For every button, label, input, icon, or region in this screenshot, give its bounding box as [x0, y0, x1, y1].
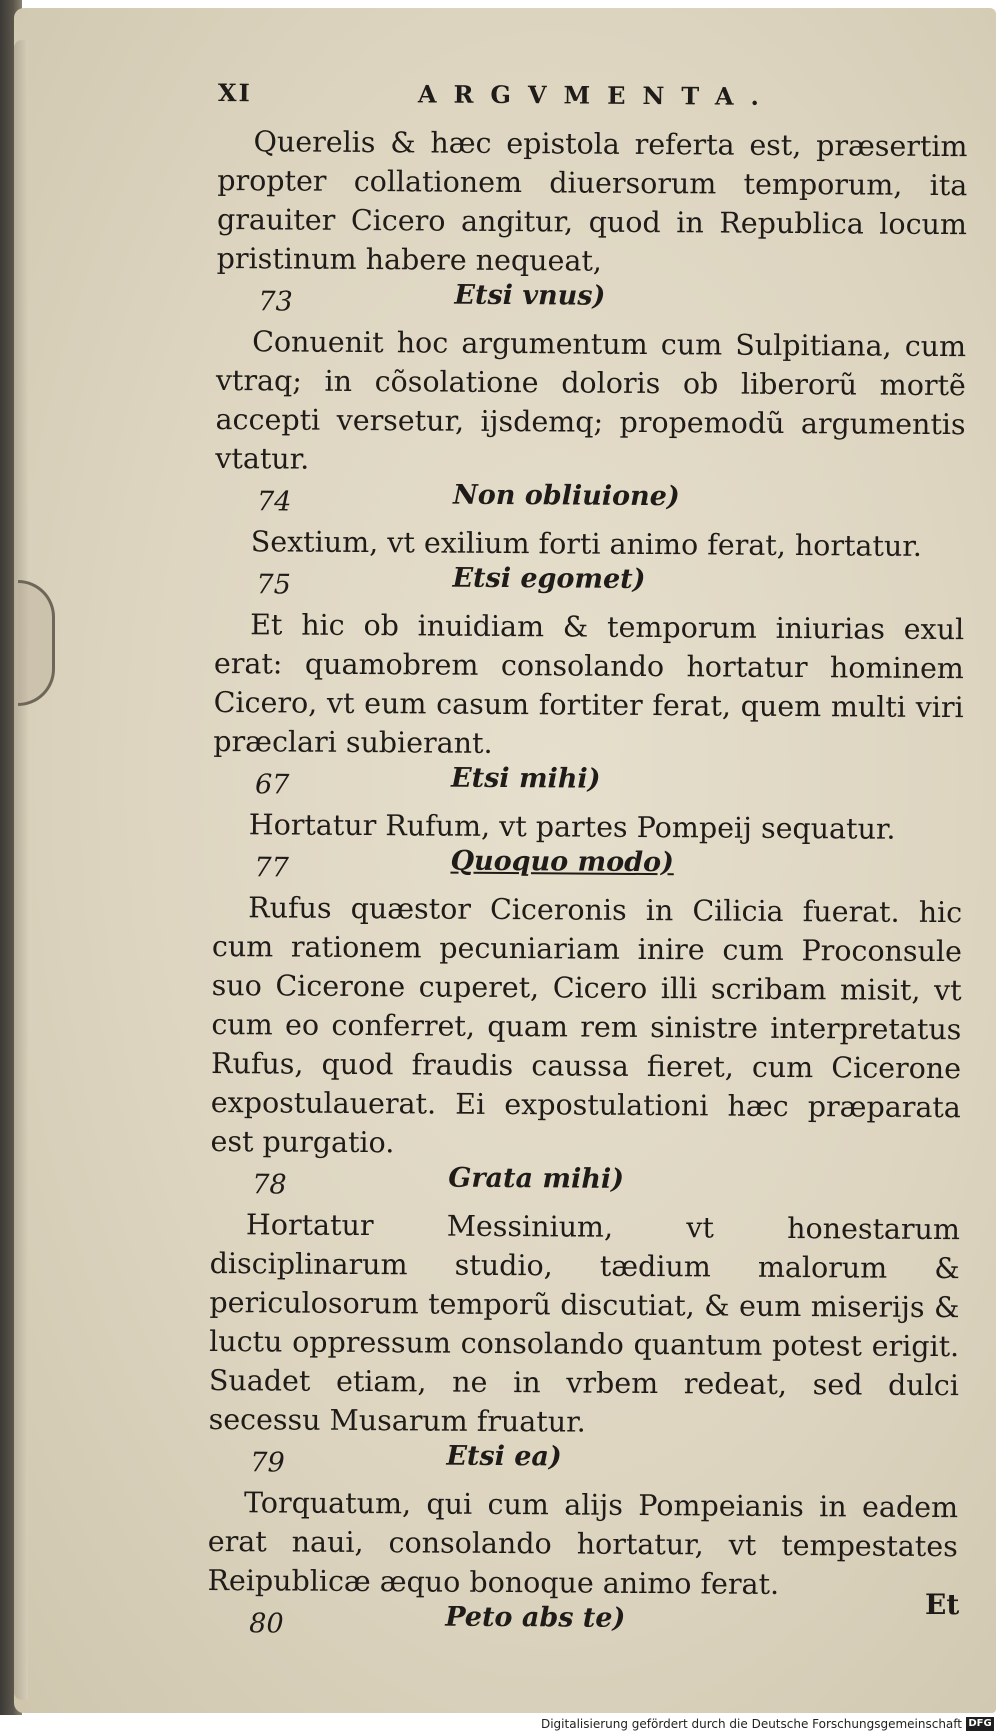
- entry-argument-79: Torquatum, qui cum alijs Pompeianis in eadem erat naui, consolando hortatur, vt tempestates Reipublicæ æquo bonoque animo ferat.: [207, 1486, 959, 1601]
- page-edge: [14, 40, 28, 1700]
- entry-heading-79: [208, 1439, 958, 1488]
- entry-argument-73: Conuenit hoc argumentum cum Sulpitiana, cum vtraq; in cõsolatione doloris ob liberorũ mortẽ accepti versetur, ijsdemq; propemodũ argumentis vtatur.: [215, 325, 967, 476]
- entry-heading-80: [207, 1600, 957, 1649]
- page-text-block: [207, 78, 968, 1649]
- letter-incipit: Etsi ea): [446, 1440, 562, 1473]
- folio-number: XI: [217, 78, 252, 108]
- entry-argument-75: Et hic ob inuidiam & temporum iniurias exul erat: quamobrem consolando hortatur hominem Cicero, vt eum casum fortiter ferat, quem multi viri præclari subierant.: [213, 608, 965, 760]
- letter-number: 73: [258, 286, 293, 318]
- letter-number: 80: [249, 1608, 284, 1640]
- entry-heading-77: [212, 844, 962, 893]
- letter-number: 67: [254, 769, 290, 801]
- entry-argument-77: Rufus quæstor Ciceronis in Cilicia fuerat. hic cum rationem pecuniariam inire cum Proconsule suo Cicerone cuperet, Cicero illi scribam misit, vt cum eo conferret, quam rem sinistre interpretatus Rufus, quod fraudis caussa fieret, cum Cicerone expostulauerat. Ei expostulationi hæc præparata est purgatio.: [210, 891, 963, 1160]
- entry-heading-74: [215, 478, 965, 527]
- letter-number: 75: [256, 569, 291, 601]
- dfg-logo: DFG: [966, 1717, 994, 1731]
- entry-heading-73: [216, 278, 966, 327]
- letter-incipit: Peto abs te): [445, 1601, 626, 1634]
- entry-argument-74: Sextium, vt exilium forti animo ferat, hortatur.: [250, 525, 922, 563]
- running-title: ARGVMENTA.: [417, 79, 777, 111]
- letter-incipit: Grata mihi): [448, 1162, 625, 1195]
- letter-number: 79: [250, 1447, 285, 1479]
- entry-heading-67: [213, 761, 963, 810]
- letter-incipit: Etsi egomet): [452, 562, 646, 595]
- letter-number: 74: [256, 486, 292, 518]
- entry-argument-67: Hortatur Rufum, vt partes Pompeij sequatur.: [248, 808, 896, 846]
- letter-number: 78: [252, 1169, 287, 1201]
- entry-argument-78: Hortatur Messinium, vt honestarum disciplinarum studio, tædium malorum & periculosorum temporũ discutiat, & eum miserijs & luctu oppressum consolando quantum potest erigit. Suadet etiam, ne in vrbem redeat, sed dulci secessu Musarum fruatur.: [208, 1208, 961, 1439]
- letter-incipit: Etsi mihi): [451, 762, 601, 795]
- clasp-ring: [18, 580, 55, 706]
- catchword: Et: [925, 1588, 960, 1621]
- digitization-footer: [0, 1715, 1000, 1735]
- running-header: [218, 78, 968, 119]
- intro-paragraph: Querelis & hæc epistola referta est, præsertim propter collationem diuersorum temporum, ita grauiter Cicero angitur, quod in Republica locum pristinum habere nequeat,: [216, 125, 968, 278]
- entry-heading-78: [210, 1161, 960, 1210]
- letter-number: 77: [254, 852, 289, 884]
- letter-incipit: Non obliuione): [452, 479, 680, 513]
- entry-heading-75: [214, 561, 964, 610]
- letter-incipit: Etsi vnus): [454, 279, 606, 312]
- funding-credit: Digitalisierung gefördert durch die Deutsche Forschungsgemeinschaft: [540, 1717, 962, 1731]
- letter-incipit: Quoquo modo): [450, 845, 674, 879]
